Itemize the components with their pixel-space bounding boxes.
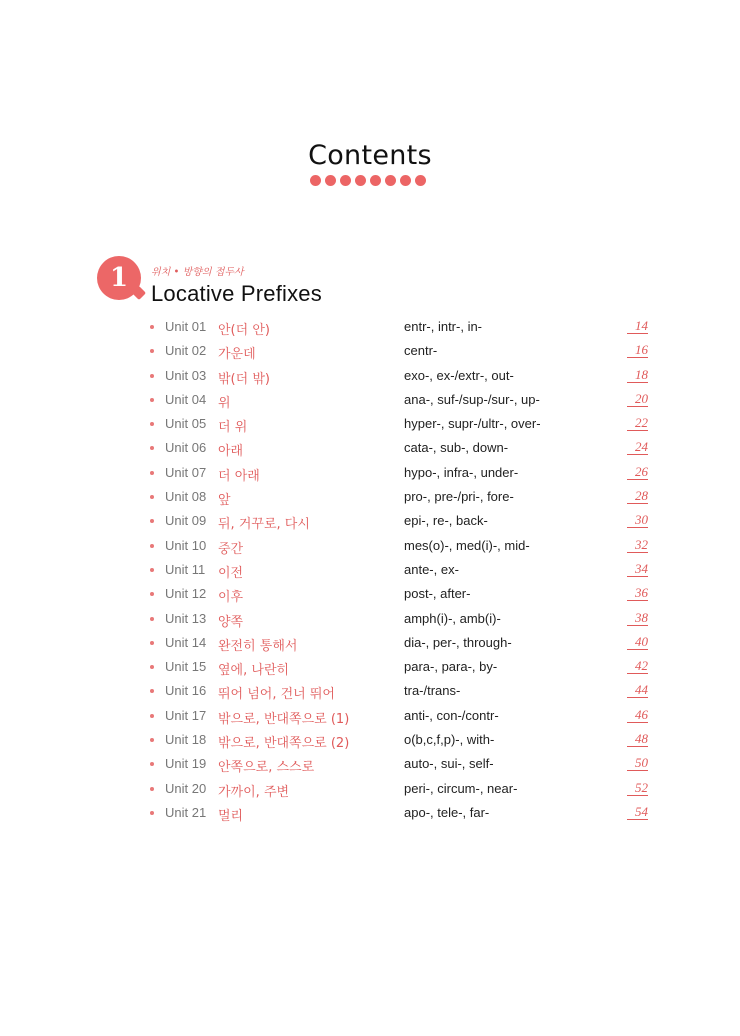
bullet-icon [150, 471, 154, 475]
page-number: 46 [627, 708, 648, 723]
unit-label: Unit 17 [165, 707, 207, 723]
bullet-icon [150, 544, 154, 548]
unit-korean-title: 뛰어 넘어, 건너 뛰어 [218, 687, 335, 703]
unit-label: Unit 18 [165, 732, 207, 748]
title-dot [355, 175, 366, 186]
unit-label: Unit 19 [165, 756, 207, 772]
unit-prefixes: peri-, circum-, near- [404, 780, 518, 796]
unit-prefixes: auto-, sui-, self- [404, 756, 494, 772]
title-dot [385, 175, 396, 186]
unit-korean-title: 중간 [218, 541, 244, 557]
bullet-icon [150, 446, 154, 450]
toc-entry[interactable] [0, 656, 740, 680]
unit-label: Unit 11 [165, 561, 206, 577]
bullet-icon [150, 714, 154, 718]
toc-entry[interactable] [0, 365, 740, 389]
bullet-icon [150, 738, 154, 742]
bullet-icon [150, 495, 154, 499]
unit-korean-title: 이전 [218, 565, 244, 581]
unit-prefixes: apo-, tele-, far- [404, 804, 490, 820]
bullet-icon [150, 422, 154, 426]
unit-label: Unit 13 [165, 610, 207, 626]
unit-korean-title: 안쪽으로, 스스로 [218, 760, 315, 776]
bullet-icon [150, 617, 154, 621]
unit-korean-title: 옆에, 나란히 [218, 663, 290, 679]
bullet-icon [150, 568, 154, 572]
page-number: 30 [627, 513, 648, 528]
page-number: 28 [627, 489, 648, 504]
unit-prefixes: mes(o)-, med(i)-, mid- [404, 537, 530, 553]
unit-prefixes: cata-, sub-, down- [404, 440, 509, 456]
toc-entry[interactable] [0, 802, 740, 826]
page-number: 34 [627, 562, 648, 577]
unit-korean-title: 위 [218, 395, 231, 411]
unit-prefixes: post-, after- [404, 586, 471, 602]
unit-korean-title: 아래 [218, 444, 244, 460]
bullet-icon [150, 519, 154, 523]
unit-label: Unit 01 [165, 319, 207, 334]
unit-korean-title: 뒤, 거꾸로, 다시 [218, 517, 310, 533]
page-number: 48 [627, 732, 648, 747]
unit-prefixes: epi-, re-, back- [404, 513, 488, 529]
unit-label: Unit 10 [165, 537, 207, 553]
unit-korean-title: 밖으로, 반대쪽으로 (1) [218, 711, 350, 727]
page-number: 38 [627, 611, 648, 626]
unit-label: Unit 12 [165, 586, 207, 602]
toc-entry[interactable] [0, 559, 740, 583]
page-number: 22 [627, 416, 648, 431]
unit-korean-title: 밖으로, 반대쪽으로 (2) [218, 736, 350, 752]
unit-label: Unit 02 [165, 343, 207, 359]
toc-entry[interactable] [0, 462, 740, 486]
unit-prefixes: pro-, pre-/pri-, fore- [404, 489, 514, 505]
toc-entry[interactable] [0, 340, 740, 364]
page-number: 14 [627, 319, 648, 334]
page-number: 50 [627, 756, 648, 771]
unit-prefixes: hypo-, infra-, under- [404, 464, 519, 480]
toc-entry[interactable] [0, 608, 740, 632]
page-number: 16 [627, 343, 648, 358]
unit-label: Unit 07 [165, 464, 207, 480]
title-dot [400, 175, 411, 186]
page-number: 32 [627, 538, 648, 553]
section-title: Locative Prefixes [151, 281, 322, 306]
title-dots [310, 175, 426, 186]
toc-entry[interactable] [0, 316, 740, 340]
toc-entry[interactable] [0, 705, 740, 729]
title-dot [415, 175, 426, 186]
unit-label: Unit 15 [165, 659, 207, 675]
toc-entry[interactable] [0, 729, 740, 753]
toc-entry[interactable] [0, 583, 740, 607]
page-number: 42 [627, 659, 648, 674]
page-number: 52 [627, 781, 648, 796]
bullet-icon [150, 665, 154, 669]
title-dot [325, 175, 336, 186]
unit-korean-title: 가운데 [218, 347, 256, 363]
unit-prefixes: tra-/trans- [404, 683, 461, 699]
unit-korean-title: 밖(더 밖) [218, 371, 270, 387]
unit-label: Unit 09 [165, 513, 207, 529]
page-title: Contents [308, 140, 432, 171]
unit-label: Unit 20 [165, 780, 207, 796]
bullet-icon [150, 762, 154, 766]
page-number: 26 [627, 465, 648, 480]
unit-korean-title: 멀리 [218, 808, 244, 824]
page-number: 20 [627, 392, 648, 407]
title-dot [370, 175, 381, 186]
page-number: 44 [627, 683, 648, 698]
unit-prefixes: amph(i)-, amb(i)- [404, 610, 501, 626]
unit-label: Unit 14 [165, 634, 207, 650]
bullet-icon [150, 374, 154, 378]
bullet-icon [150, 349, 154, 353]
toc-entry[interactable] [0, 486, 740, 510]
title-dot [340, 175, 351, 186]
unit-korean-title: 양쪽 [218, 614, 244, 630]
bullet-icon [150, 592, 154, 596]
unit-label: Unit 04 [165, 391, 207, 407]
unit-prefixes: o(b,c,f,p)-, with- [404, 732, 495, 748]
unit-korean-title: 안(더 안) [218, 323, 270, 338]
unit-label: Unit 06 [165, 440, 207, 456]
unit-korean-title: 가까이, 주변 [218, 784, 290, 800]
toc-entry[interactable] [0, 437, 740, 461]
toc-entry[interactable] [0, 389, 740, 413]
unit-prefixes: para-, para-, by- [404, 659, 498, 675]
page-number: 40 [627, 635, 648, 650]
bullet-icon [150, 787, 154, 791]
unit-label: Unit 05 [165, 416, 207, 432]
unit-label: Unit 16 [165, 683, 207, 699]
unit-prefixes: dia-, per-, through- [404, 634, 512, 650]
unit-prefixes: entr-, intr-, in- [404, 319, 483, 334]
bullet-icon [150, 398, 154, 402]
bullet-icon [150, 325, 154, 329]
unit-label: Unit 03 [165, 367, 207, 383]
unit-prefixes: centr- [404, 343, 438, 359]
title-dot [310, 175, 321, 186]
unit-prefixes: exo-, ex-/extr-, out- [404, 367, 514, 383]
unit-korean-title: 더 아래 [218, 468, 260, 484]
unit-prefixes: ana-, suf-/sup-/sur-, up- [404, 391, 540, 407]
table-of-contents [0, 316, 740, 826]
section-number-badge: 1 [97, 256, 141, 300]
bullet-icon [150, 641, 154, 645]
page-number: 24 [627, 440, 648, 455]
unit-korean-title: 완전히 통해서 [218, 638, 298, 654]
unit-label: Unit 08 [165, 489, 207, 505]
unit-korean-title: 앞 [218, 493, 231, 509]
toc-entry[interactable] [0, 632, 740, 656]
toc-entry[interactable] [0, 778, 740, 802]
toc-entry[interactable] [0, 680, 740, 704]
unit-label: Unit 21 [165, 804, 207, 820]
toc-entry[interactable] [0, 753, 740, 777]
unit-prefixes: hyper-, supr-/ultr-, over- [404, 416, 541, 432]
section-subtitle: 위치 • 방향의 접두사 [151, 267, 244, 278]
page-number: 36 [627, 586, 648, 601]
bullet-icon [150, 811, 154, 815]
bullet-icon [150, 689, 154, 693]
page-number: 18 [627, 368, 648, 383]
unit-korean-title: 더 위 [218, 420, 248, 436]
unit-prefixes: ante-, ex- [404, 561, 459, 577]
unit-prefixes: anti-, con-/contr- [404, 707, 499, 723]
toc-entry[interactable] [0, 510, 740, 534]
toc-entry[interactable] [0, 413, 740, 437]
toc-entry[interactable] [0, 535, 740, 559]
page-number: 54 [627, 805, 648, 820]
unit-korean-title: 이후 [218, 590, 244, 606]
